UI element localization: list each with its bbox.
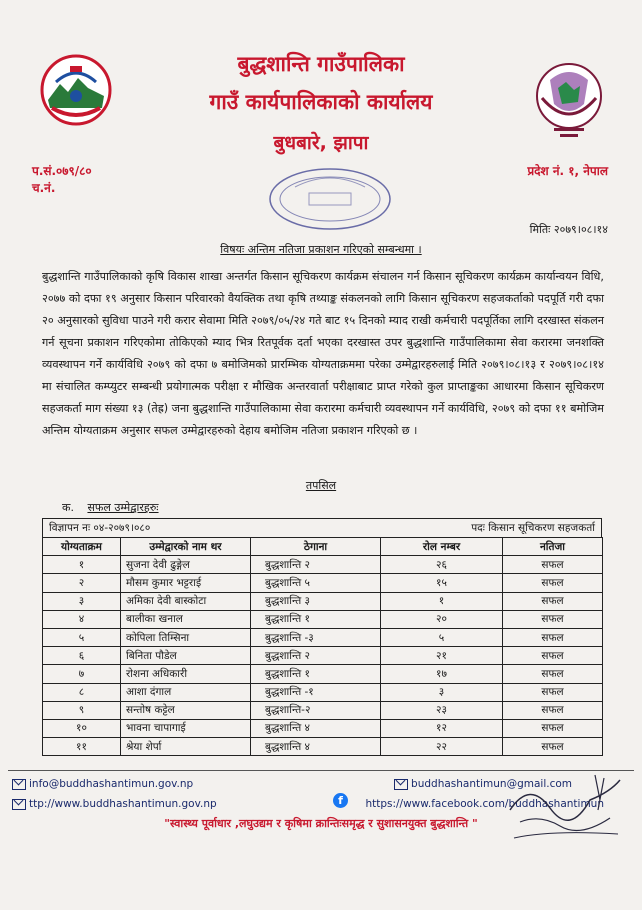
table-row <box>43 610 603 628</box>
rank-cell: ५ <box>43 628 121 646</box>
result-cell: सफल <box>503 719 603 737</box>
footer-email-official[interactable] <box>12 778 193 790</box>
rank-cell: ४ <box>43 610 121 628</box>
website-text: ttp://www.buddhashantimun.gov.np <box>29 798 217 810</box>
table-row <box>43 738 603 756</box>
address-cell: बुद्धशान्ति २ <box>251 647 381 665</box>
address-cell: बुद्धशान्ति ३ <box>251 592 381 610</box>
letter-body: बुद्धशान्ति गाउँपालिकाको कृषि विकास शाखा अन्तर्गत किसान सूचिकरण कार्यक्रम संचालन गर्न किसान सूचिकरण कार्यक्रम कार्यान्वयन विधि, २०७७ को दफा १९ अनुसार किसान परिवारको वैयक्तिक तथा कृषि तथ्याङ्क संकलनको लागि किसान सूचिकरण सहजकर्ताको पदपूर्ति गरी दफा २० अनुसारको सुविधा पाउने गरी करार सेवामा मिति २०७९/०५/२४ गते बाट १५ दिनको म्याद राखी कर्मचारी पदपूर्तिका लागि दरखास्त संकलन गर्न सूचना प्रकाशन गरिएकोमा तोकिएको म्याद भित्र रितपूर्वक दर्ता भएका दरखास्त उपर बुद्धशान्ति गाउँपालिकामा सेवा करारमा जनशक्ति व्यवस्थापन गर्ने कार्यविधि २०७९ को दफा ७ बमोजिमको प्रारम्भिक योग्यताक्रममा परेका उम्मेद्वारहरुलाई मिति २०७९।०८।१३ र २०७९।०८।१४ मा संचालित कम्प्युटर सम्बन्धी प्रयोगात्मक परीक्षा र मौखिक अन्तरवार्ता परीक्षाबाट प्राप्त गरेको कुल प्राप्ताङ्कका आधारमा किसान सूचिकरण सहजकर्ता माग संख्या १३ (तेह्र) जना बुद्धशान्ति गाउँपालिकामा सेवा करारमा कर्मचारी व्यवस्थापन गर्ने कार्यविधि, २०७९ को दफा ११ बमोजिम अन्तिम योग्यताक्रम अनुसार सफल उम्मेद्वारहरुको देहाय बमोजिम नतिजा प्रकाशन गरिएको छ । <box>42 270 604 437</box>
result-cell: सफल <box>503 683 603 701</box>
section-label: क. <box>62 501 74 514</box>
name-cell: रोशना अधिकारी <box>121 665 251 683</box>
roll-cell: २३ <box>381 701 503 719</box>
office-name: गाउँ कार्यपालिकाको कार्यालय <box>209 90 433 114</box>
table-row <box>43 647 603 665</box>
address-cell: बुद्धशान्ति १ <box>251 610 381 628</box>
name-cell: बिनिता पौडेल <box>121 647 251 665</box>
email-icon <box>394 779 408 790</box>
officer-signature <box>500 770 630 855</box>
table-row <box>43 701 603 719</box>
roll-cell: २२ <box>381 738 503 756</box>
result-cell: सफल <box>503 628 603 646</box>
table-row <box>43 574 603 592</box>
name-cell: सन्तोष कट्टेल <box>121 701 251 719</box>
address-cell: बुद्धशान्ति -१ <box>251 683 381 701</box>
roll-cell: २१ <box>381 647 503 665</box>
roll-cell: १७ <box>381 665 503 683</box>
address-cell: बुद्धशान्ति-२ <box>251 701 381 719</box>
section-heading <box>62 500 159 515</box>
result-cell: सफल <box>503 610 603 628</box>
email-icon <box>12 779 26 790</box>
advertisement-number: विज्ञापन नः ०४-२०७९।०८० <box>49 522 151 534</box>
col-roll: रोल नम्बर <box>381 538 503 556</box>
email-official-text: info@buddhashantimun.gov.np <box>29 778 194 790</box>
result-cell: सफल <box>503 738 603 756</box>
name-cell: श्रेया शेर्पा <box>121 738 251 756</box>
table-row <box>43 683 603 701</box>
letter-date: मितिः २०७९।०८।१४ <box>529 223 608 236</box>
roll-cell: २६ <box>381 556 503 574</box>
roll-cell: १५ <box>381 574 503 592</box>
table-row <box>43 719 603 737</box>
letter-subject: विषयः अन्तिम नतिजा प्रकाशन गरिएको सम्बन्धमा । <box>220 243 422 256</box>
name-cell: अमिका देवी बास्कोटा <box>121 592 251 610</box>
table-row <box>43 628 603 646</box>
table-row <box>43 665 603 683</box>
roll-cell: १२ <box>381 719 503 737</box>
result-cell: सफल <box>503 665 603 683</box>
table-caption <box>42 518 602 537</box>
col-rank: योग्यताक्रम <box>43 538 121 556</box>
result-cell: सफल <box>503 556 603 574</box>
rank-cell: २ <box>43 574 121 592</box>
name-cell: आशा दंगाल <box>121 683 251 701</box>
name-cell: मौसम कुमार भट्टराई <box>121 574 251 592</box>
municipality-name: बुद्धशान्ति गाउँपालिका <box>237 52 405 76</box>
roll-cell: ५ <box>381 628 503 646</box>
office-location: बुधबारे, झापा <box>273 132 369 154</box>
address-cell: बुद्धशान्ति १ <box>251 665 381 683</box>
rank-cell: १० <box>43 719 121 737</box>
rank-cell: ११ <box>43 738 121 756</box>
rank-cell: ९ <box>43 701 121 719</box>
section-title: सफल उम्मेद्वारहरुः <box>87 501 159 514</box>
dispatch-number: च.नं. <box>32 181 56 195</box>
office-stamp <box>265 165 395 233</box>
roll-cell: २० <box>381 610 503 628</box>
address-cell: बुद्धशान्ति ५ <box>251 574 381 592</box>
email-gmail-text: buddhashantimun@gmail.com <box>411 778 572 790</box>
address-cell: बुद्धशान्ति २ <box>251 556 381 574</box>
col-address: ठेगाना <box>251 538 381 556</box>
rank-cell: ६ <box>43 647 121 665</box>
reference-number: प.सं.०७९/८० <box>32 164 92 178</box>
col-name: उम्मेद्वारको नाम थर <box>121 538 251 556</box>
footer-slogan: "स्वास्थ्य पूर्वाधार ,लघुउद्यम र कृषिमा क्रान्तिःसमृद्ध र सुशासनयुक्त बुद्धशान्ति " <box>164 817 478 830</box>
result-cell: सफल <box>503 592 603 610</box>
rank-cell: ३ <box>43 592 121 610</box>
post-name: पदः किसान सूचिकरण सहजकर्ता <box>471 522 595 534</box>
annex-title: तपसिल <box>305 479 337 492</box>
footer-website[interactable] <box>12 798 217 810</box>
name-cell: सुजना देवी ढुङ्गेल <box>121 556 251 574</box>
rank-cell: ८ <box>43 683 121 701</box>
results-table-wrap <box>42 518 602 756</box>
col-result: नतिजा <box>503 538 603 556</box>
address-cell: बुद्धशान्ति -३ <box>251 628 381 646</box>
table-row <box>43 592 603 610</box>
name-cell: भावना चापागाई <box>121 719 251 737</box>
address-cell: बुद्धशान्ति ४ <box>251 719 381 737</box>
province-label: प्रदेश नं. १, नेपाल <box>527 164 608 178</box>
roll-cell: १ <box>381 592 503 610</box>
rank-cell: १ <box>43 556 121 574</box>
name-cell: कोपिला तिम्सिना <box>121 628 251 646</box>
result-cell: सफल <box>503 701 603 719</box>
rank-cell: ७ <box>43 665 121 683</box>
footer-facebook-link[interactable]: https://www.facebook.com/buddhashantimun <box>365 798 604 810</box>
results-table <box>42 537 603 756</box>
result-cell: सफल <box>503 647 603 665</box>
table-header-row <box>43 538 603 556</box>
address-cell: बुद्धशान्ति ४ <box>251 738 381 756</box>
facebook-icon[interactable]: f <box>333 793 348 808</box>
name-cell: बालीका खनाल <box>121 610 251 628</box>
table-row <box>43 556 603 574</box>
result-cell: सफल <box>503 574 603 592</box>
roll-cell: ३ <box>381 683 503 701</box>
email-icon <box>12 799 26 810</box>
